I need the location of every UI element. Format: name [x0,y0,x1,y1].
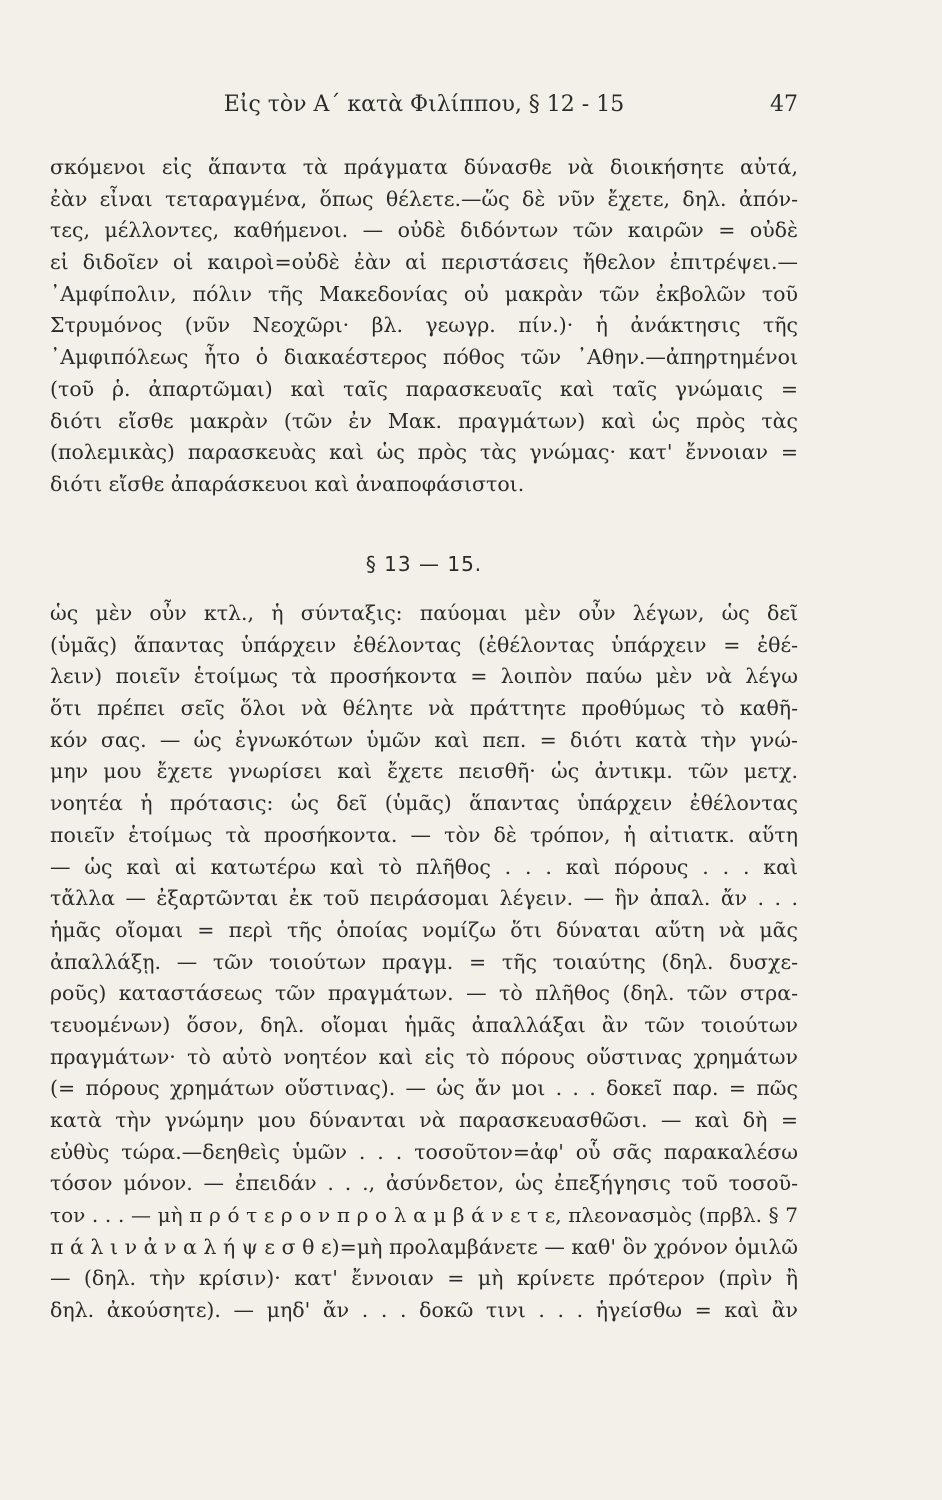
text-line: (πολεμικὰς) παρασκευὰς καὶ ὡς πρὸς τὰς γνώμας· κατ' ἔννοιαν = [50,440,798,465]
header-title: Εἰς τὸν Α΄ κατὰ Φιλίππου, § 12 - 15 [223,92,625,117]
text-line: ἀπαλλάξῃ. — τῶν τοιούτων πραγμ. = τῆς τοιαύτης (δηλ. δυσχε- [50,949,798,974]
page-number: 47 [770,92,798,117]
text-line: Στρυμόνος (νῦν Νεοχῶρι· βλ. γεωγρ. πίν.)· ἡ ἀνάκτησις τῆς [50,313,798,338]
text-line: λειν) ποιεῖν ἑτοίμως τὰ προσήκοντα = λοιπὸν παύω μὲν νὰ λέγω [50,664,798,689]
commentary-paragraph-2 [50,598,798,1327]
text-line: τον . . . — μὴ π ρ ό τ ε ρ ο ν π ρ ο λ α μ β ά ν ε τ ε, πλεονασμὸς (πρβλ. § 7 [50,1203,798,1228]
commentary-paragraph-1 [50,152,798,501]
text-line: ροῦς) καταστάσεως τῶν πραγμάτων. — τὸ πλῆθος (δηλ. τῶν στρα- [50,981,798,1006]
text-line: ὡς μὲν οὖν κτλ., ἡ σύνταξις: παύομαι μὲν οὖν λέγων, ὡς δεῖ [50,601,798,625]
text-line: ποιεῖν ἑτοίμως τὰ προσήκοντα. — τὸν δὲ τρόπον, ἡ αἰτιατκ. αὕτη [50,822,798,847]
text-line: νοητέα ἡ πρότασις: ὡς δεῖ (ὑμᾶς) ἅπαντας ὑπάρχειν ἐθέλοντας [50,791,798,816]
text-line: — (δηλ. τὴν κρίσιν)· κατ' ἔννοιαν = μὴ κρίνετε πρότερον (πρὶν ἢ [50,1266,798,1291]
text-line: ᾿Αμφιπόλεως ἦτο ὁ διακαέστερος πόθος τῶν ᾿Αθην.—ἀπηρτημένοι [50,345,798,370]
text-line: εἰ διδοῖεν οἱ καιροὶ=οὐδὲ ἐὰν αἱ περιστάσεις ἤθελον ἐπιτρέψει.— [50,250,798,275]
text-line: κόν σας. — ὡς ἐγνωκότων ὑμῶν καὶ πεπ. = διότι κατὰ τὴν γνώ- [50,727,798,752]
text-line: (τοῦ ῥ. ἀπαρτῶμαι) καὶ ταῖς παρασκευαῖς καὶ ταῖς γνώμαις = [50,376,798,401]
text-line: διότι εἴσθε ἀπαράσκευοι καὶ ἀναποφάσιστοι. [50,471,525,496]
text-line: σκόμενοι εἰς ἅπαντα τὰ πράγματα δύνασθε νὰ διοικήσητε αὐτά, [50,155,798,179]
text-line: πραγμάτων· τὸ αὐτὸ νοητέον καὶ εἰς τὸ πόρους οὕστινας χρημάτων [50,1044,798,1069]
section-heading: § 13 — 15. [365,552,483,576]
text-line: ἡμᾶς οἴομαι = περὶ τῆς ὁποίας νομίζω ὅτι δύναται αὕτη νὰ μᾶς [50,917,798,942]
text-line: κατὰ τὴν γνώμην μου δύνανται νὰ παρασκευασθῶσι. — καὶ δὴ = [50,1108,798,1132]
text-line: π ά λ ι ν ἀ ν α λ ή ψ ε σ θ ε)=μὴ προλαμβάνετε — καθ' ὃν χρόνον ὁμιλῶ [50,1234,798,1259]
text-line: διότι εἴσθε μακρὰν (τῶν ἐν Μακ. πραγμάτων) καὶ ὡς πρὸς τὰς [50,408,798,433]
text-line: τευομένων) ὅσον, δηλ. οἴομαι ἡμᾶς ἀπαλλάξαι ἂν τῶν τοιούτων [50,1012,798,1037]
text-line: τες, μέλλοντες, καθήμενοι. — οὐδὲ διδόντων τῶν καιρῶν = οὐδὲ [50,218,798,243]
text-line: ἐὰν εἶναι τεταραγμένα, ὅπως θέλετε.—ὥς δὲ νῦν ἔχετε, δηλ. ἀπόν- [50,186,798,211]
text-line: (ὑμᾶς) ἅπαντας ὑπάρχειν ἐθέλοντας (ἐθέλοντας ὑπάρχειν = ἐθέ- [50,632,798,657]
text-line: τόσον μόνον. — ἐπειδάν . . ., ἀσύνδετον, ὡς ἐπεξήγησις τοῦ τοσοῦ- [50,1171,798,1196]
text-line: — ὡς καὶ αἱ κατωτέρω καὶ τὸ πλῆθος . . . καὶ πόρους . . . καὶ [50,854,798,879]
text-line: τἄλλα — ἐξαρτῶνται ἐκ τοῦ πειράσομαι λέγειν. — ἣν ἀπαλ. ἄν . . . [50,886,798,911]
text-line: δηλ. ἀκούσητε). — μηδ' ἄν . . . δοκῶ τινι . . . ἡγείσθω = καὶ ἂν [50,1298,798,1323]
text-line: μην μου ἔχετε γνωρίσει καὶ ἔχετε πεισθῆ· ὡς ἀντικμ. τῶν μετχ. [50,759,798,784]
text-line: ὅτι πρέπει σεῖς ὅλοι νὰ θέλητε νὰ πράττητε προθύμως τὸ καθῆ- [50,696,798,721]
text-line: ᾿Αμφίπολιν, πόλιν τῆς Μακεδονίας οὐ μακρὰν τῶν ἐκβολῶν τοῦ [50,281,798,306]
text-line: εὐθὺς τώρα.—δεηθεὶς ὑμῶν . . . τοσοῦτον=ἀφ' οὗ σᾶς παρακαλέσω [50,1139,798,1164]
text-line: (= πόρους χρημάτων οὕστινας). — ὡς ἄν μοι . . . δοκεῖ παρ. = πῶς [50,1076,798,1101]
running-header [50,92,798,122]
